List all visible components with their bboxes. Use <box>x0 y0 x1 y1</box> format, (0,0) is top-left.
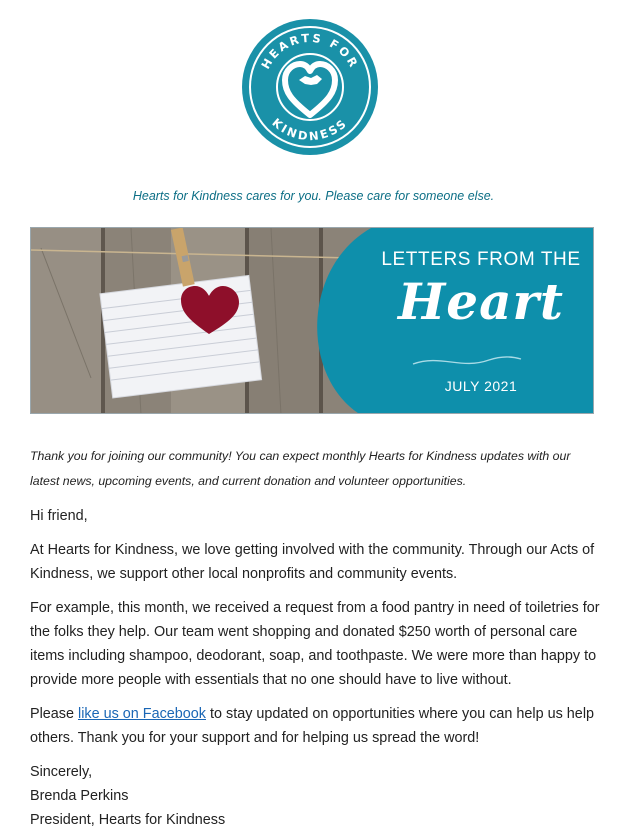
signature-name: Brenda Perkins <box>30 788 129 804</box>
signature-title: President, Hearts for Kindness <box>30 812 226 828</box>
greeting: Hi friend, <box>30 508 88 524</box>
banner-script-heart: Heart <box>398 272 564 331</box>
signature-closing: Sincerely, <box>30 764 93 780</box>
paragraph-facebook <box>30 702 600 750</box>
banner-headline: LETTERS FROM THE <box>381 249 581 270</box>
signature-block <box>30 760 600 832</box>
note-card <box>100 275 262 397</box>
paragraph-donation: For example, this month, we received a request from a food pantry in need of toiletries for the folks they help. Our team went shopping and donated $250 worth of personal care items including shampoo, deodorant, soap, and toothpaste. We were more than happy to provide more people with essentials that no one should have to live without. <box>30 600 600 688</box>
facebook-text-before: Please <box>30 706 78 722</box>
logo-badge-icon <box>241 18 379 156</box>
banner-text-block <box>367 228 594 414</box>
facebook-link[interactable]: like us on Facebook <box>78 706 206 722</box>
tagline: Hearts for Kindness cares for you. Please care for someone else. <box>132 189 495 203</box>
hearts-for-kindness-logo[interactable] <box>241 18 379 156</box>
letters-banner <box>30 227 594 414</box>
logo-bottom-text: KINDNESS <box>269 115 351 144</box>
paragraph-community: At Hearts for Kindness, we love getting involved with the community. Through our Acts of Kindness, we support other local nonprofits and community events. <box>30 542 595 582</box>
intro-text: Thank you for joining our community! You can expect monthly Hearts for Kindness updates with our latest news, upcoming events, and current donation and volunteer opportunities. <box>30 449 571 488</box>
logo-top-text: HEARTS FOR <box>258 30 362 72</box>
facebook-text-after: to stay updated on opportunities where you can help us help others. Thank you for your support and for helping us spread the word! <box>30 706 595 746</box>
banner-date: JULY 2021 <box>444 378 518 394</box>
